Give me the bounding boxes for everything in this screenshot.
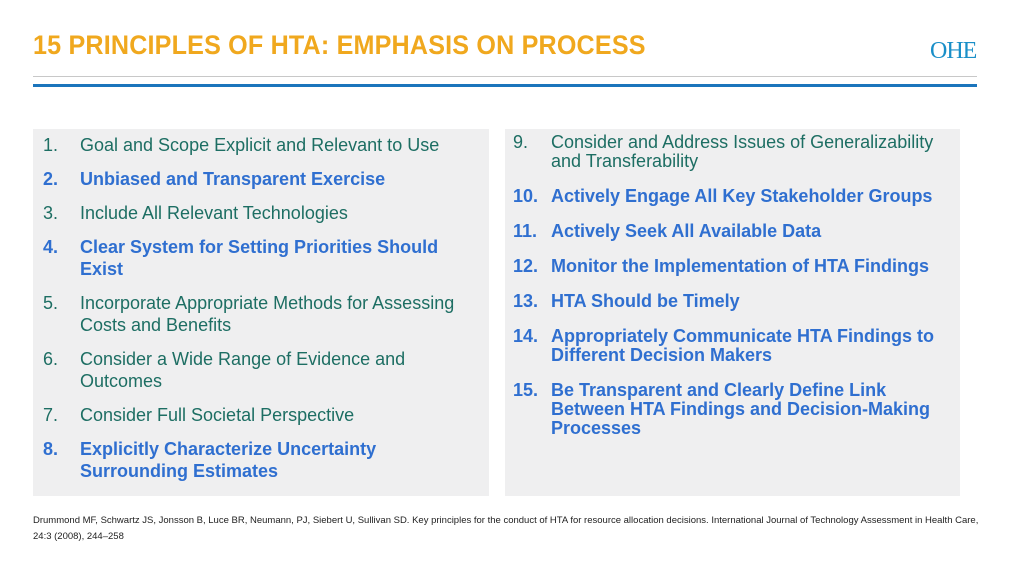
- principle-number: 9.: [513, 132, 529, 152]
- principle-item: [513, 187, 953, 206]
- principle-item: [43, 168, 483, 190]
- principle-item: [513, 292, 953, 311]
- principle-text: Consider and Address Issues of Generalizability and Transferability: [551, 132, 934, 171]
- principle-text: Appropriately Communicate HTA Findings to Different Decision Makers: [551, 326, 935, 365]
- principle-item: [513, 381, 953, 438]
- principle-number: 10.: [513, 186, 539, 206]
- principle-item: [43, 404, 483, 426]
- principle-number: 14.: [513, 326, 539, 346]
- principle-number: 4.: [43, 237, 59, 257]
- principle-item: [513, 133, 953, 171]
- principle-item: [43, 438, 483, 482]
- principle-number: 8.: [43, 439, 59, 459]
- principles-panel-right: [505, 129, 960, 496]
- principle-number: 6.: [43, 349, 59, 369]
- principle-number: 13.: [513, 291, 539, 311]
- principle-text: Consider a Wide Range of Evidence and Outcomes: [80, 349, 406, 391]
- slide-title: 15 PRINCIPLES OF HTA: EMPHASIS ON PROCESS: [33, 30, 646, 60]
- principle-text: Clear System for Setting Priorities Should Exist: [80, 237, 439, 279]
- principle-item: [43, 348, 483, 392]
- principle-item: [43, 292, 483, 336]
- principle-number: 2.: [43, 169, 59, 189]
- principle-text: Goal and Scope Explicit and Relevant to Use: [80, 135, 440, 155]
- principle-text: Explicitly Characterize Uncertainty Surrounding Estimates: [80, 439, 377, 481]
- principle-item: [513, 222, 953, 241]
- principle-number: 1.: [43, 135, 59, 155]
- principle-item: [513, 257, 953, 276]
- principle-number: 15.: [513, 380, 539, 400]
- principles-panel-left: [33, 129, 489, 496]
- principle-number: 5.: [43, 293, 59, 313]
- principle-number: 11.: [513, 221, 538, 241]
- principles-list-left: [43, 134, 483, 494]
- principle-text: HTA Should be Timely: [551, 291, 740, 311]
- principle-text: Be Transparent and Clearly Define Link Between HTA Findings and Decision-Making Processes: [551, 380, 931, 438]
- ohe-logo: OHE: [930, 38, 977, 64]
- principle-item: [513, 327, 953, 365]
- principles-list-right: [513, 133, 953, 454]
- principle-text: Include All Relevant Technologies: [80, 203, 348, 223]
- principle-number: 12.: [513, 256, 539, 276]
- principle-text: Actively Seek All Available Data: [551, 221, 822, 241]
- principle-item: [43, 202, 483, 224]
- principle-text: Unbiased and Transparent Exercise: [80, 169, 386, 189]
- principle-text: Consider Full Societal Perspective: [80, 405, 355, 425]
- citation-footnote: Drummond MF, Schwartz JS, Jonsson B, Luce BR, Neumann, PJ, Siebert U, Sullivan SD. Key principles for the conduct of HTA for resource allocation decisions. International Journal of Technology Assessment in Health Care, 24:3 (2008), 244–258: [33, 515, 979, 542]
- header-divider-accent: [33, 84, 977, 87]
- principle-number: 3.: [43, 203, 59, 223]
- header-divider-thin: [33, 76, 977, 77]
- principle-text: Actively Engage All Key Stakeholder Groups: [551, 186, 933, 206]
- principle-number: 7.: [43, 405, 59, 425]
- principle-text: Incorporate Appropriate Methods for Assessing Costs and Benefits: [80, 293, 455, 335]
- principle-item: [43, 134, 483, 156]
- principle-item: [43, 236, 483, 280]
- principle-text: Monitor the Implementation of HTA Findings: [551, 256, 929, 276]
